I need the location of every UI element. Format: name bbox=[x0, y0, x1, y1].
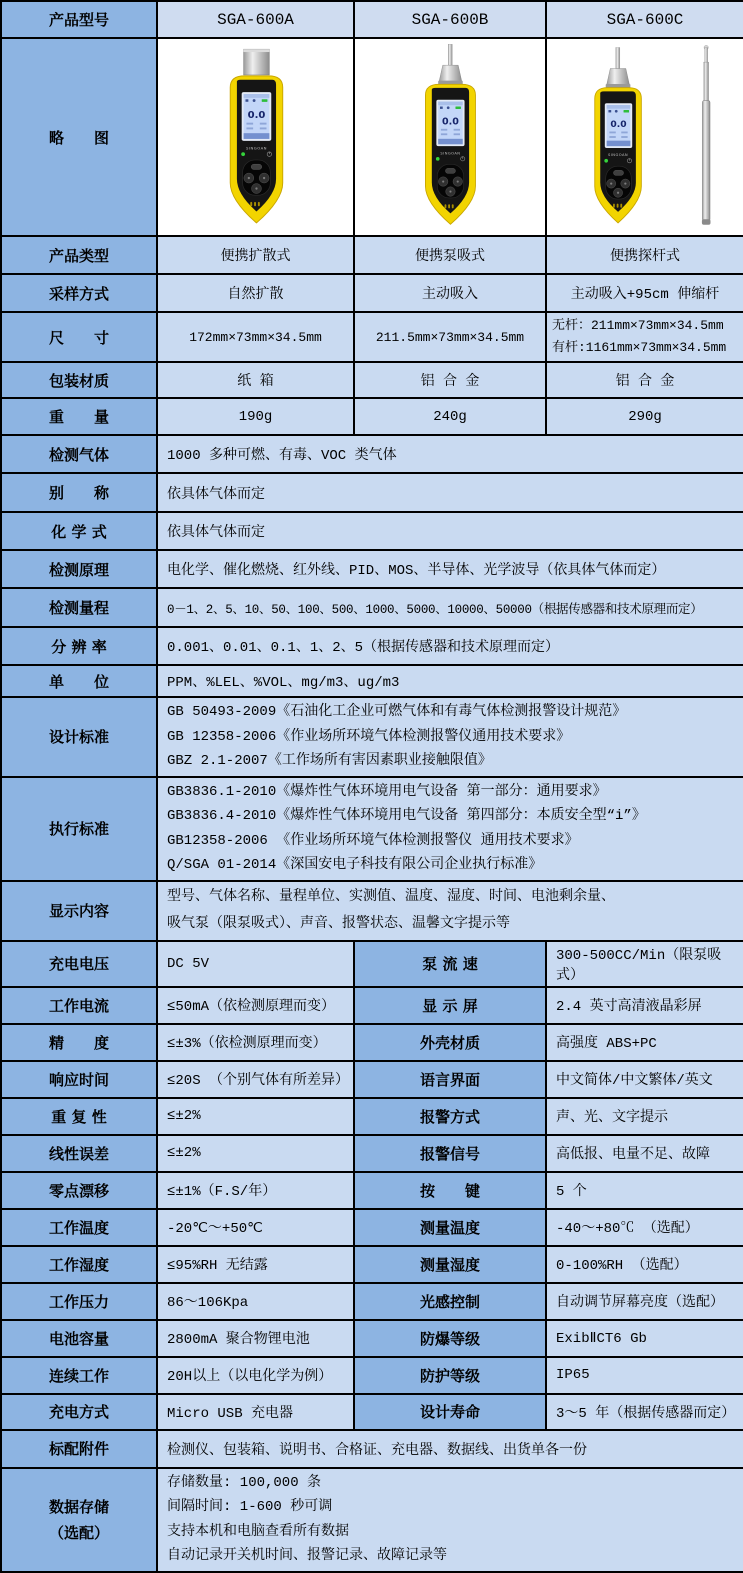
row-pair-6 bbox=[1, 1172, 743, 1209]
led-indicator bbox=[436, 157, 440, 161]
pump-probe bbox=[606, 47, 631, 88]
speaker-holes bbox=[250, 202, 260, 206]
spec-label-left: 工作温度 bbox=[1, 1209, 157, 1246]
battery-icon bbox=[624, 110, 629, 113]
spec-value-left: ≤95%RH 无结露 bbox=[157, 1246, 354, 1283]
spec-value-left: -20℃～+50℃ bbox=[157, 1209, 354, 1246]
row-packaging bbox=[1, 362, 743, 398]
spec-label-right: 防护等级 bbox=[354, 1357, 546, 1394]
spec-label-left: 响应时间 bbox=[1, 1061, 157, 1098]
row-detected-gas bbox=[1, 435, 743, 473]
spec-value-left: 2800mA 聚合物锂电池 bbox=[157, 1320, 354, 1357]
spec-value-right: 声、光、文字提示 bbox=[546, 1098, 743, 1135]
row-data-storage bbox=[1, 1468, 743, 1572]
row-chemical-formula bbox=[1, 512, 743, 550]
spec-value-left: ≤±2% bbox=[157, 1098, 354, 1135]
spec-value-left: ≤±2% bbox=[157, 1135, 354, 1172]
led-indicator bbox=[604, 159, 608, 163]
spec-label: 产品类型 bbox=[1, 236, 157, 274]
spec-value-left: DC 5V bbox=[157, 941, 354, 987]
speaker-icon bbox=[440, 107, 443, 109]
row-pair-1 bbox=[1, 987, 743, 1024]
row-pair-12 bbox=[1, 1394, 743, 1430]
spec-value-b: 211.5mm×73mm×34.5mm bbox=[354, 312, 546, 362]
speaker-icon bbox=[245, 99, 248, 101]
spec-value: 检测仪、包装箱、说明书、合格证、充电器、数据线、出货单各一份 bbox=[157, 1430, 743, 1468]
spec-value: GB 50493-2009《石油化工企业可燃气体和有毒气体检测报警设计规范》 GB 12358-2006《作业场所环境气体检测报警仪通用技术要求》 GBZ 2.1-2007《工作场所有害因素职业接触限值》 bbox=[157, 697, 743, 777]
spec-label-right: 测量温度 bbox=[354, 1209, 546, 1246]
spec-value-a: 190g bbox=[157, 398, 354, 435]
spec-label-left: 工作湿度 bbox=[1, 1246, 157, 1283]
spec-value: 1000 多种可燃、有毒、VOC 类气体 bbox=[157, 435, 743, 473]
sketch-row-label: 略 图 bbox=[1, 38, 157, 236]
spec-value-c: 主动吸入+95cm 伸缩杆 bbox=[546, 274, 743, 312]
spec-label: 标配附件 bbox=[1, 1430, 157, 1468]
spec-value-right: 高低报、电量不足、故障 bbox=[546, 1135, 743, 1172]
spec-label: 检测气体 bbox=[1, 435, 157, 473]
keypad bbox=[606, 166, 632, 199]
spec-value: PPM、%LEL、%VOL、mg/m3、ug/m3 bbox=[157, 665, 743, 697]
model-name-a: SGA-600A bbox=[157, 1, 354, 38]
brand-label: SINGOAN bbox=[440, 151, 461, 156]
keypad bbox=[242, 160, 270, 195]
spec-label: 包装材质 bbox=[1, 362, 157, 398]
spec-label-left: 重 复 性 bbox=[1, 1098, 157, 1135]
spec-label-right: 光感控制 bbox=[354, 1283, 546, 1320]
row-display-content bbox=[1, 881, 743, 941]
spec-label: 别 称 bbox=[1, 473, 157, 512]
keypad bbox=[437, 164, 463, 198]
spec-label: 采样方式 bbox=[1, 274, 157, 312]
model-name-b: SGA-600B bbox=[354, 1, 546, 38]
device-photo-sga-600c bbox=[557, 42, 733, 232]
spec-label: 检测量程 bbox=[1, 588, 157, 627]
row-pair-11 bbox=[1, 1357, 743, 1394]
spec-value: 存储数量: 100,000 条 间隔时间: 1-600 秒可调 支持本机和电脑查看所有数据 自动记录开关机时间、报警记录、故障记录等 bbox=[157, 1468, 743, 1572]
spec-value-right: IP65 bbox=[546, 1357, 743, 1394]
row-pair-5 bbox=[1, 1135, 743, 1172]
spec-label-left: 工作电流 bbox=[1, 987, 157, 1024]
row-weight bbox=[1, 398, 743, 435]
spec-value-c: 铝 合 金 bbox=[546, 362, 743, 398]
spec-label-left: 电池容量 bbox=[1, 1320, 157, 1357]
row-dimensions bbox=[1, 312, 743, 362]
model-name-c: SGA-600C bbox=[546, 1, 743, 38]
row-product-type bbox=[1, 236, 743, 274]
row-design-standards bbox=[1, 697, 743, 777]
row-pair-7 bbox=[1, 1209, 743, 1246]
row-execution-standards bbox=[1, 777, 743, 881]
spec-label-right: 测量湿度 bbox=[354, 1246, 546, 1283]
spec-value-right: 2.4 英寸高清液晶彩屏 bbox=[546, 987, 743, 1024]
brand-label: SINGOAN bbox=[245, 145, 267, 151]
spec-value-right: 3～5 年（根据传感器而定） bbox=[546, 1394, 743, 1430]
spec-value: 电化学、催化燃烧、红外线、PID、MOS、半导体、光学波导（依具体气体而定） bbox=[157, 550, 743, 588]
spec-label-right: 泵 流 速 bbox=[354, 941, 546, 987]
row-pair-8 bbox=[1, 1246, 743, 1283]
row-pair-2 bbox=[1, 1024, 743, 1061]
sketch-cell-b bbox=[354, 38, 546, 236]
led-indicator bbox=[241, 152, 245, 156]
device-photo-sga-600a bbox=[193, 42, 319, 232]
spec-value-a: 便携扩散式 bbox=[157, 236, 354, 274]
spec-label-right: 报警方式 bbox=[354, 1098, 546, 1135]
spec-label-left: 工作压力 bbox=[1, 1283, 157, 1320]
spec-label: 数据存储 （选配） bbox=[1, 1468, 157, 1572]
spec-label-left: 零点漂移 bbox=[1, 1172, 157, 1209]
battery-icon bbox=[261, 99, 267, 102]
spec-value: 型号、气体名称、量程单位、实测值、温度、湿度、时间、电池剩余量、 吸气泵（限泵吸式）、声音、报警状态、温馨文字提示等 bbox=[157, 881, 743, 941]
spec-label-left: 连续工作 bbox=[1, 1357, 157, 1394]
spec-value: GB3836.1-2010《爆炸性气体环境用电气设备 第一部分：通用要求》 GB3836.4-2010《爆炸性气体环境用电气设备 第四部分：本质安全型“i”》 GB12358-2006 《作业场所环境气体检测报警仪 通用技术要求》 Q/SGA 01-2014《深国安电子科技有限公司企业执行标准》 bbox=[157, 777, 743, 881]
spec-value-c: 无杆：211mm×73mm×34.5mm 有杆:1161mm×73mm×34.5mm bbox=[546, 312, 743, 362]
spec-value-c: 290g bbox=[546, 398, 743, 435]
pump-probe bbox=[438, 44, 463, 85]
sketch-cell-c bbox=[546, 38, 743, 236]
row-detection-principle bbox=[1, 550, 743, 588]
spec-value-right: 中文简体/中文繁体/英文 bbox=[546, 1061, 743, 1098]
spec-label: 重 量 bbox=[1, 398, 157, 435]
row-sampling-method bbox=[1, 274, 743, 312]
spec-label-left: 充电方式 bbox=[1, 1394, 157, 1430]
screen-reading: 0.0 bbox=[247, 109, 265, 121]
spec-value-a: 172mm×73mm×34.5mm bbox=[157, 312, 354, 362]
spec-value: 0－1、2、5、10、50、100、500、1000、5000、10000、50000（根据传感器和技术原理而定） bbox=[157, 588, 743, 627]
spec-value-left: 20H以上（以电化学为例） bbox=[157, 1357, 354, 1394]
spec-value-c: 便携探杆式 bbox=[546, 236, 743, 274]
speaker-icon bbox=[608, 110, 611, 112]
speaker-holes bbox=[613, 204, 622, 208]
spec-value-b: 铝 合 金 bbox=[354, 362, 546, 398]
device-photo-sga-600b bbox=[390, 42, 510, 232]
row-units bbox=[1, 665, 743, 697]
sketch-cell-a bbox=[157, 38, 354, 236]
spec-value-left: ≤±3%（依检测原理而变） bbox=[157, 1024, 354, 1061]
spec-label: 设计标准 bbox=[1, 697, 157, 777]
screen-reading: 0.0 bbox=[442, 116, 459, 128]
spec-label: 化 学 式 bbox=[1, 512, 157, 550]
row-accessories bbox=[1, 1430, 743, 1468]
spec-value-right: 0-100%RH （选配） bbox=[546, 1246, 743, 1283]
spec-value-right: 高强度 ABS+PC bbox=[546, 1024, 743, 1061]
spec-value-a: 纸 箱 bbox=[157, 362, 354, 398]
telescopic-rod bbox=[702, 45, 711, 224]
row-pair-9 bbox=[1, 1283, 743, 1320]
spec-value-b: 240g bbox=[354, 398, 546, 435]
spec-value: 依具体气体而定 bbox=[157, 512, 743, 550]
spec-label: 执行标准 bbox=[1, 777, 157, 881]
row-pair-10 bbox=[1, 1320, 743, 1357]
spec-value-right: ExibⅡCT6 Gb bbox=[546, 1320, 743, 1357]
spec-value-b: 主动吸入 bbox=[354, 274, 546, 312]
screen-reading: 0.0 bbox=[610, 119, 627, 130]
spec-label-right: 显 示 屏 bbox=[354, 987, 546, 1024]
spec-label-right: 设计寿命 bbox=[354, 1394, 546, 1430]
spec-value-left: ≤20S （个别气体有所差异） bbox=[157, 1061, 354, 1098]
spec-label: 显示内容 bbox=[1, 881, 157, 941]
row-resolution bbox=[1, 627, 743, 665]
row-pair-3 bbox=[1, 1061, 743, 1098]
sensor-cap bbox=[243, 49, 269, 75]
fan-icon bbox=[252, 99, 255, 102]
spec-label-right: 外壳材质 bbox=[354, 1024, 546, 1061]
spec-value-right: 5 个 bbox=[546, 1172, 743, 1209]
row-sketch bbox=[1, 38, 743, 236]
spec-label-left: 充电电压 bbox=[1, 941, 157, 987]
model-row-label: 产品型号 bbox=[1, 1, 157, 38]
row-alias bbox=[1, 473, 743, 512]
spec-value-right: -40～+80℃ （选配） bbox=[546, 1209, 743, 1246]
fan-icon bbox=[447, 106, 450, 109]
row-model bbox=[1, 1, 743, 38]
spec-value-right: 300-500CC/Min（限泵吸式） bbox=[546, 941, 743, 987]
spec-label-left: 线性误差 bbox=[1, 1135, 157, 1172]
fan-icon bbox=[615, 110, 618, 113]
row-detection-range bbox=[1, 588, 743, 627]
spec-value-a: 自然扩散 bbox=[157, 274, 354, 312]
spec-label: 检测原理 bbox=[1, 550, 157, 588]
spec-value-right: 自动调节屏幕亮度（选配） bbox=[546, 1283, 743, 1320]
spec-value-left: ≤50mA（依检测原理而变） bbox=[157, 987, 354, 1024]
spec-label-right: 按 键 bbox=[354, 1172, 546, 1209]
lcd-screen bbox=[241, 92, 271, 141]
spec-label: 分 辨 率 bbox=[1, 627, 157, 665]
row-pair-4 bbox=[1, 1098, 743, 1135]
spec-label: 单 位 bbox=[1, 665, 157, 697]
battery-icon bbox=[455, 106, 460, 109]
speaker-holes bbox=[445, 204, 454, 208]
row-pair-0 bbox=[1, 941, 743, 987]
spec-label-right: 报警信号 bbox=[354, 1135, 546, 1172]
spec-value-left: 86～106Kpa bbox=[157, 1283, 354, 1320]
spec-label: 尺 寸 bbox=[1, 312, 157, 362]
spec-value-b: 便携泵吸式 bbox=[354, 236, 546, 274]
spec-value: 0.001、0.01、0.1、1、2、5（根据传感器和技术原理而定） bbox=[157, 627, 743, 665]
spec-value-left: ≤±1%（F.S/年） bbox=[157, 1172, 354, 1209]
lcd-screen bbox=[605, 103, 632, 148]
brand-label: SINGOAN bbox=[607, 153, 629, 158]
spec-value: 依具体气体而定 bbox=[157, 473, 743, 512]
spec-label-right: 语言界面 bbox=[354, 1061, 546, 1098]
lcd-screen bbox=[436, 100, 464, 146]
spec-label-right: 防爆等级 bbox=[354, 1320, 546, 1357]
spec-value-left: Micro USB 充电器 bbox=[157, 1394, 354, 1430]
spec-label-left: 精 度 bbox=[1, 1024, 157, 1061]
